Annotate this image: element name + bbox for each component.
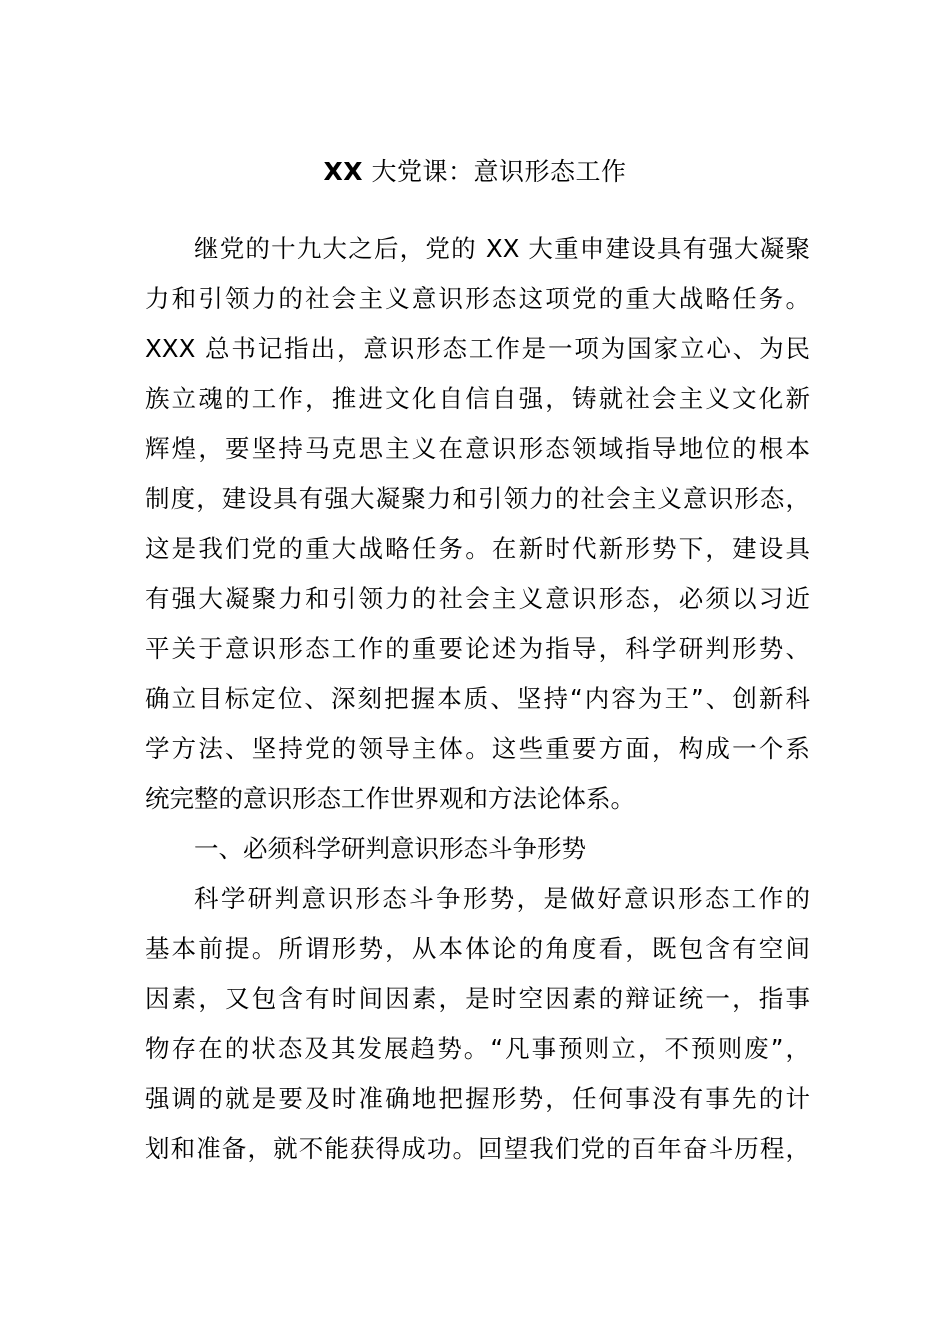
text-line: 学方法、坚持党的领导主体。这些重要方面，构成一个系: [145, 734, 810, 763]
text-line: 有强大凝聚力和引领力的社会主义意识形态，必须以习近: [145, 584, 810, 613]
text-line: 划和准备，就不能获得成功。回望我们党的百年奋斗历程，: [145, 1134, 810, 1163]
section-heading: 一、必须科学研判意识形态斗争形势: [194, 834, 586, 863]
text-line: 科学研判意识形态斗争形势，是做好意识形态工作的: [194, 884, 810, 913]
paragraph-2: [145, 874, 810, 1174]
text-line: 继党的十九大之后，党的 XX 大重申建设具有强大凝聚: [194, 234, 810, 263]
text-line: 强调的就是要及时准确地把握形势，任何事没有事先的计: [145, 1084, 810, 1113]
text-line: 物存在的状态及其发展趋势。“凡事预则立，不预则废”，: [145, 1034, 810, 1063]
title-text: 大党课：意识形态工作: [363, 157, 627, 186]
text-line: 统完整的意识形态工作世界观和方法论体系。: [145, 784, 635, 813]
text-line: 确立目标定位、深刻把握本质、坚持“内容为王”、创新科: [145, 684, 810, 713]
text-line: 基本前提。所谓形势，从本体论的角度看，既包含有空间: [145, 934, 810, 963]
text-line: XXX 总书记指出，意识形态工作是一项为国家立心、为民: [145, 334, 810, 363]
text-line: 族立魂的工作，推进文化自信自强，铸就社会主义文化新: [145, 384, 810, 413]
text-line: 平关于意识形态工作的重要论述为指导，科学研判形势、: [145, 634, 810, 663]
text-line: 因素，又包含有时间因素，是时空因素的辩证统一，指事: [145, 984, 810, 1013]
document-body: [145, 224, 810, 1174]
title-prefix: XX: [323, 157, 364, 186]
text-line: 制度，建设具有强大凝聚力和引领力的社会主义意识形态，: [145, 484, 810, 513]
text-line: 力和引领力的社会主义意识形态这项党的重大战略任务。: [145, 284, 810, 313]
text-line: 辉煌，要坚持马克思主义在意识形态领域指导地位的根本: [145, 434, 810, 463]
text-line: 这是我们党的重大战略任务。在新时代新形势下，建设具: [145, 534, 810, 563]
paragraph-1: [145, 224, 810, 824]
document-title: [0, 152, 950, 192]
